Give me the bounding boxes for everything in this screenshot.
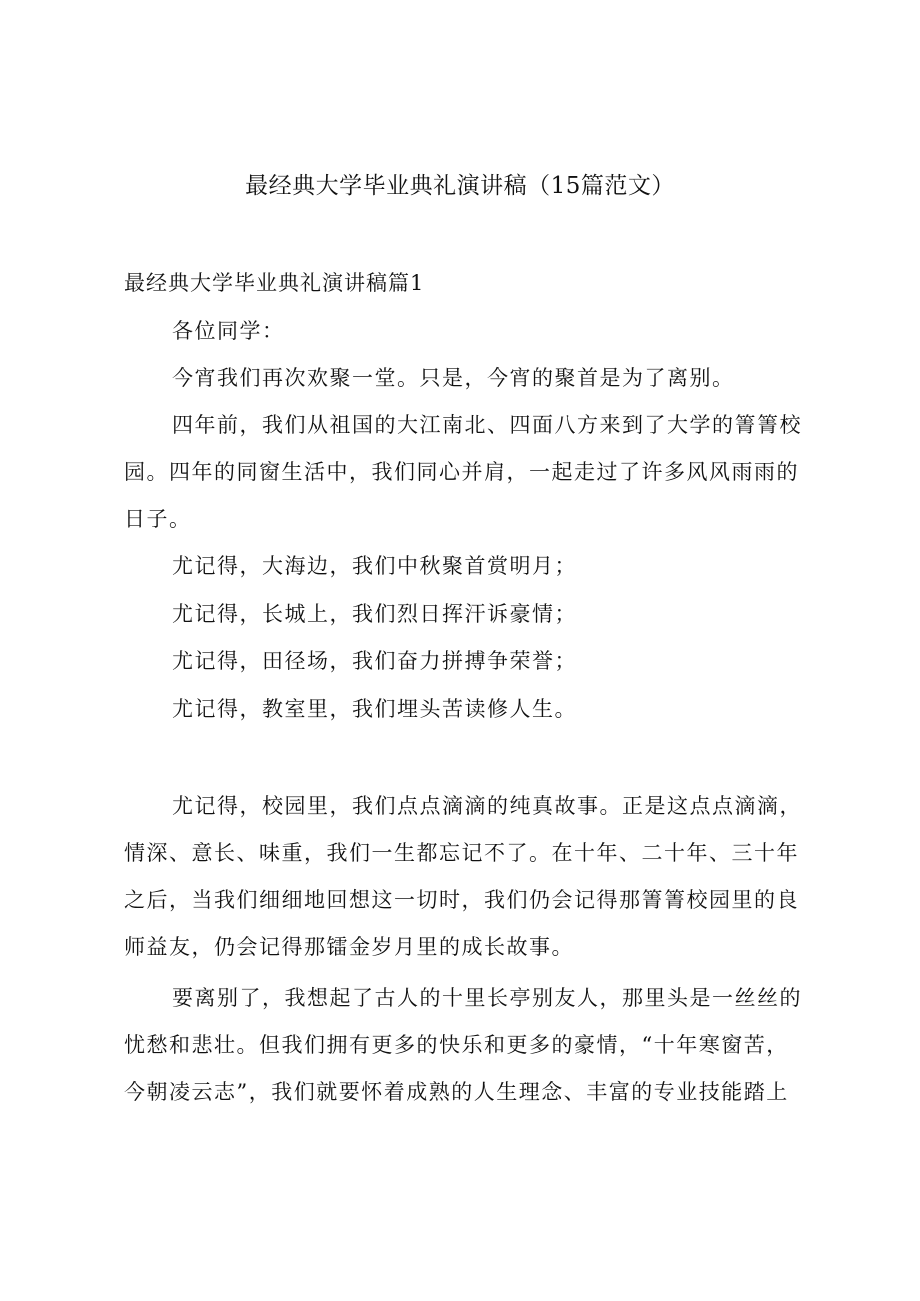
paragraph-line: 各位同学：: [172, 319, 285, 343]
paragraph-line: 尤记得，长城上，我们烈日挥汗诉豪情；: [172, 602, 577, 626]
paragraph-line: 要离别了，我想起了古人的十里长亭别友人，那里头是一丝丝的: [172, 986, 802, 1010]
paragraph-line: 四年前，我们从祖国的大江南北、四面八方来到了大学的箐箐校: [172, 413, 802, 437]
paragraph-line: 尤记得，大海边，我们中秋聚首赏明月；: [172, 554, 577, 578]
paragraph-line: 尤记得，田径场，我们奋力拼搏争荣誉；: [172, 649, 577, 673]
paragraph-line: 之后，当我们细细地回想这一切时，我们仍会记得那箐箐校园里的良: [124, 888, 799, 912]
paragraph-line: 忧愁和悲壮。但我们拥有更多的快乐和更多的豪情，“十年寒窗苦，: [124, 1033, 789, 1057]
section-heading: 最经典大学毕业典礼演讲稿篇1: [124, 271, 425, 295]
document-title: 最经典大学毕业典礼演讲稿（15篇范文）: [245, 173, 675, 199]
paragraph-line: 日子。: [124, 507, 192, 531]
paragraph-line: 尤记得，校园里，我们点点滴滴的纯真故事。正是这点点滴滴，: [172, 794, 802, 818]
paragraph-line: 今朝凌云志”，我们就要怀着成熟的人生理念、丰富的专业技能踏上: [124, 1080, 789, 1104]
paragraph-line: 园。四年的同窗生活中，我们同心并肩，一起走过了许多风风雨雨的: [124, 460, 799, 484]
paragraph-line: 今宵我们再次欢聚一堂。只是，今宵的聚首是为了离别。: [172, 366, 735, 390]
paragraph-line: 尤记得，教室里，我们埋头苦读修人生。: [172, 697, 577, 721]
paragraph-line: 情深、意长、味重，我们一生都忘记不了。在十年、二十年、三十年: [124, 841, 799, 865]
paragraph-line: 师益友，仍会记得那镭金岁月里的成长故事。: [124, 935, 574, 959]
